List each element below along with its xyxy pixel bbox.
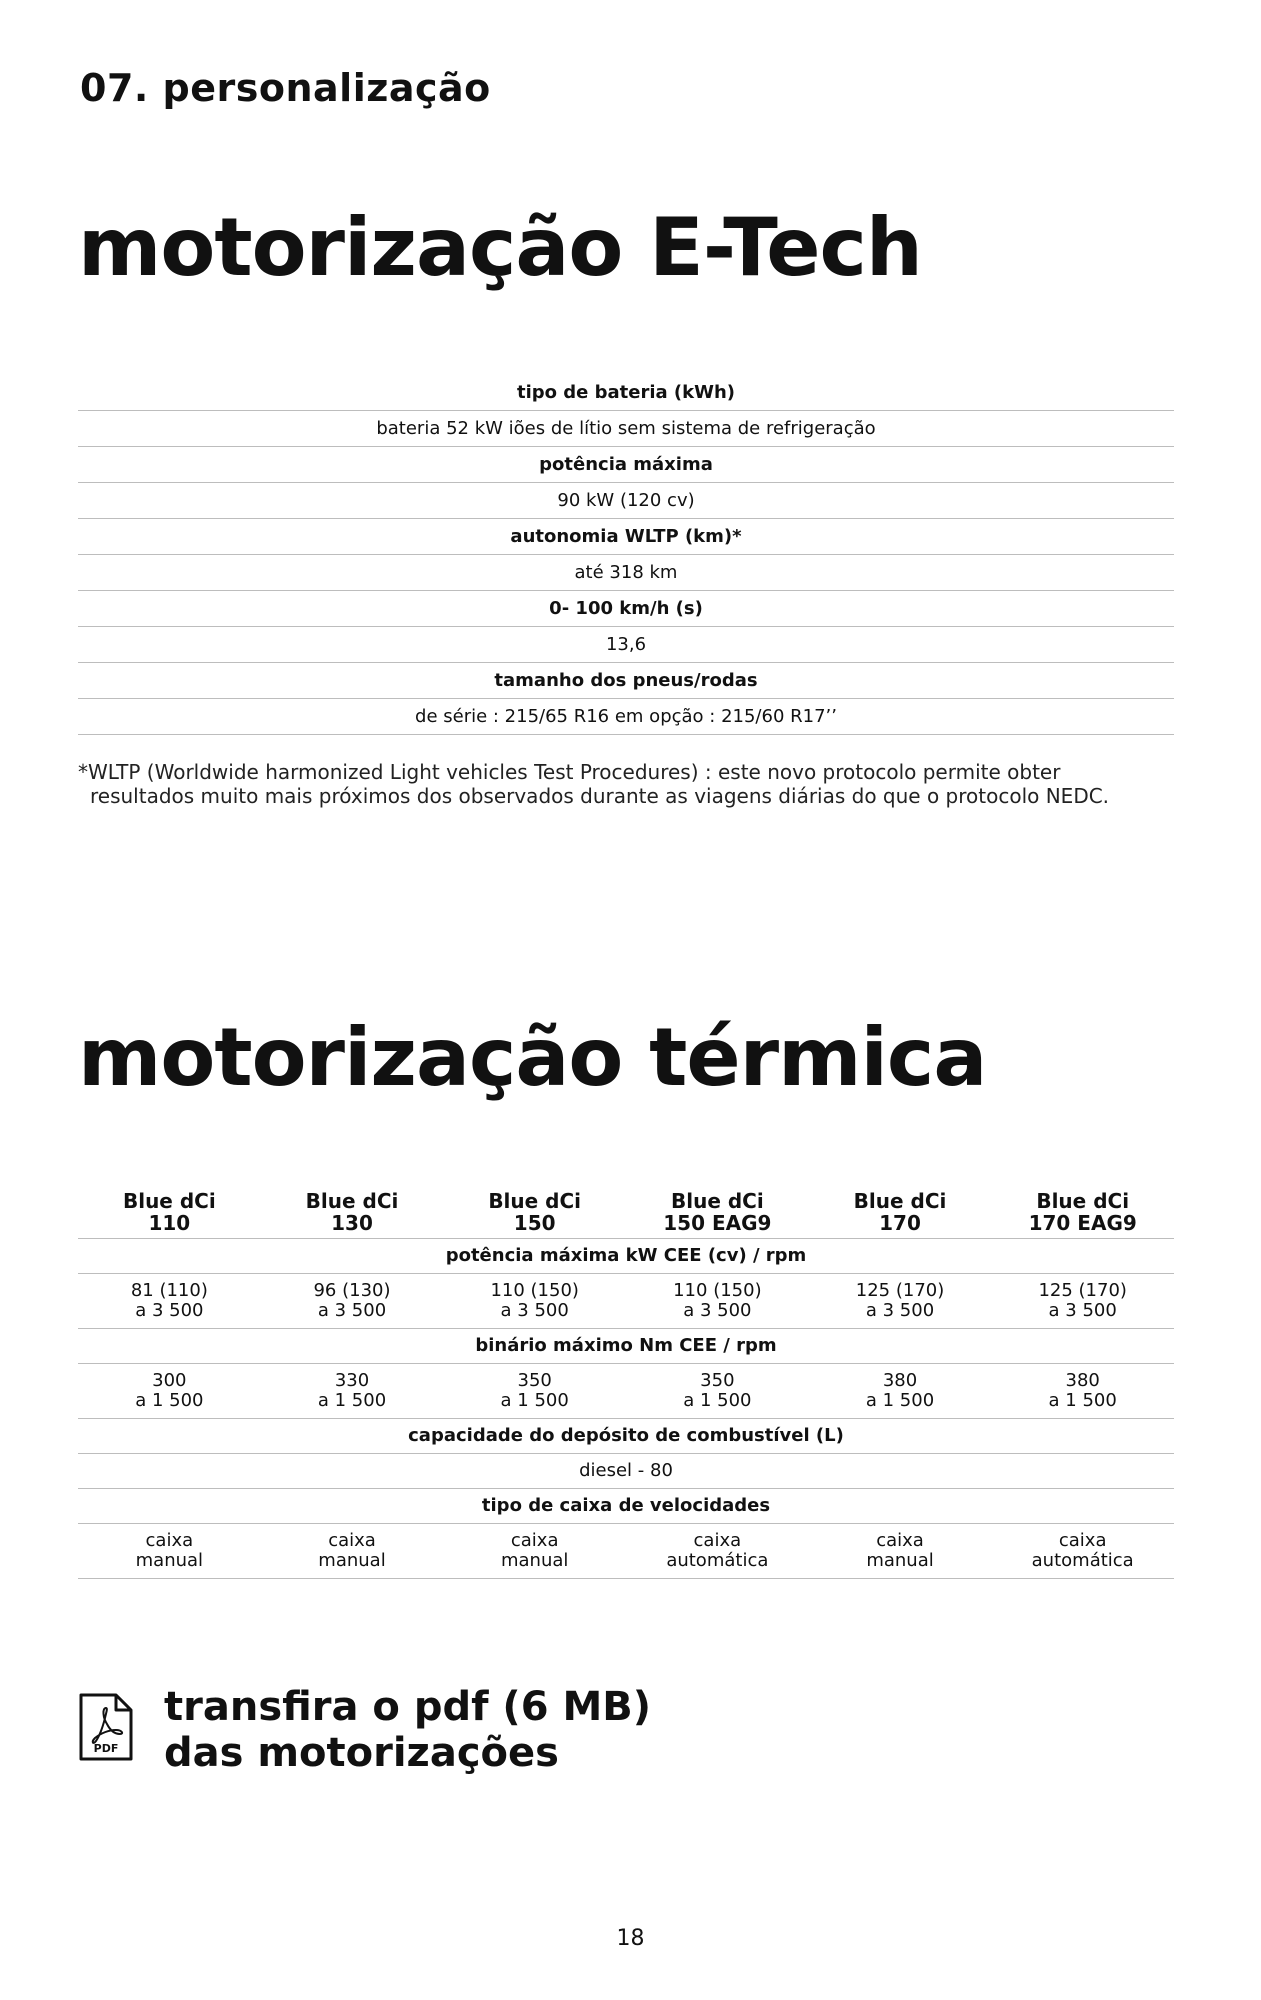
etech-spec-table — [78, 376, 1174, 736]
svg-text:PDF: PDF — [93, 1742, 119, 1755]
footnote-line-1: *WLTP (Worldwide harmonized Light vehicles Test Procedures) : este novo protocolo permite obter — [78, 760, 1061, 784]
gearbox-cell: caixa manual — [866, 1530, 934, 1571]
power-cell: 110 (150) a 3 500 — [673, 1280, 762, 1321]
torque-row — [78, 1364, 1174, 1419]
acceleration-value: 13,6 — [78, 628, 1174, 663]
torque-cell: 380 a 1 500 — [1048, 1370, 1117, 1411]
gearbox-cell: caixa automática — [666, 1530, 769, 1571]
torque-cell: 350 a 1 500 — [500, 1370, 569, 1411]
torque-cell: 300 a 1 500 — [135, 1370, 204, 1411]
torque-label: binário máximo Nm CEE / rpm — [78, 1329, 1174, 1364]
thermal-title: motorização térmica — [78, 1011, 987, 1104]
max-power-label: potência máxima — [78, 448, 1174, 483]
torque-cell: 330 a 1 500 — [317, 1370, 387, 1411]
acceleration-label: 0- 100 km/h (s) — [78, 592, 1174, 627]
pdf-file-icon[interactable] — [78, 1692, 134, 1762]
footnote-line-2: resultados muito mais próximos dos observados durante as viagens diárias do que o protocolo NEDC. — [90, 784, 1110, 808]
power-row — [78, 1274, 1174, 1329]
range-value: até 318 km — [78, 556, 1174, 591]
power-cell: 110 (150) a 3 500 — [490, 1280, 579, 1321]
power-cell: 125 (170) a 3 500 — [855, 1280, 945, 1321]
model-header: Blue dCi 170 EAG9 — [1028, 1189, 1137, 1235]
power-cell: 96 (130) a 3 500 — [313, 1280, 391, 1321]
battery-type-label: tipo de bateria (kWh) — [78, 376, 1174, 411]
model-header: Blue dCi 110 — [122, 1189, 216, 1235]
thermal-spec-table — [78, 1184, 1174, 1579]
power-cell: 125 (170) a 3 500 — [1038, 1280, 1127, 1321]
power-label: potência máxima kW CEE (cv) / rpm — [78, 1239, 1174, 1274]
download-line-2[interactable]: das motorizações — [164, 1730, 559, 1776]
wltp-footnote — [78, 760, 1188, 808]
download-line-1[interactable]: transfira o pdf (6 MB) — [164, 1684, 652, 1730]
page-number: 18 — [616, 1926, 645, 1951]
battery-type-value: bateria 52 kW iões de lítio sem sistema de refrigeração — [78, 412, 1174, 447]
max-power-value: 90 kW (120 cv) — [78, 484, 1174, 519]
power-cell: 81 (110) a 3 500 — [130, 1280, 208, 1321]
gearbox-row — [78, 1524, 1174, 1579]
section-label: 07. personalização — [80, 66, 491, 110]
tyre-size-value: de série : 215/65 R16 em opção : 215/60 R17’’ — [78, 700, 1174, 735]
gearbox-cell: caixa automática — [1031, 1530, 1134, 1571]
range-label: autonomia WLTP (km)* — [78, 520, 1174, 555]
gearbox-cell: caixa manual — [500, 1530, 569, 1571]
download-pdf-link[interactable] — [78, 1684, 651, 1776]
gearbox-cell: caixa manual — [318, 1530, 386, 1571]
tank-label: capacidade do depósito de combustível (L) — [78, 1419, 1174, 1454]
etech-title: motorização E-Tech — [78, 201, 922, 294]
tyre-size-label: tamanho dos pneus/rodas — [78, 664, 1174, 699]
model-header: Blue dCi 130 — [305, 1189, 399, 1235]
model-header-row — [78, 1184, 1174, 1239]
torque-cell: 350 a 1 500 — [683, 1370, 752, 1411]
model-header: Blue dCi 150 — [488, 1189, 582, 1235]
model-header: Blue dCi 150 EAG9 — [663, 1189, 772, 1235]
torque-cell: 380 a 1 500 — [865, 1370, 935, 1411]
tank-value: diesel - 80 — [78, 1454, 1174, 1489]
download-label[interactable] — [164, 1684, 651, 1776]
gearbox-cell: caixa manual — [135, 1530, 204, 1571]
gearbox-label: tipo de caixa de velocidades — [78, 1489, 1174, 1524]
model-header: Blue dCi 170 — [853, 1189, 947, 1235]
